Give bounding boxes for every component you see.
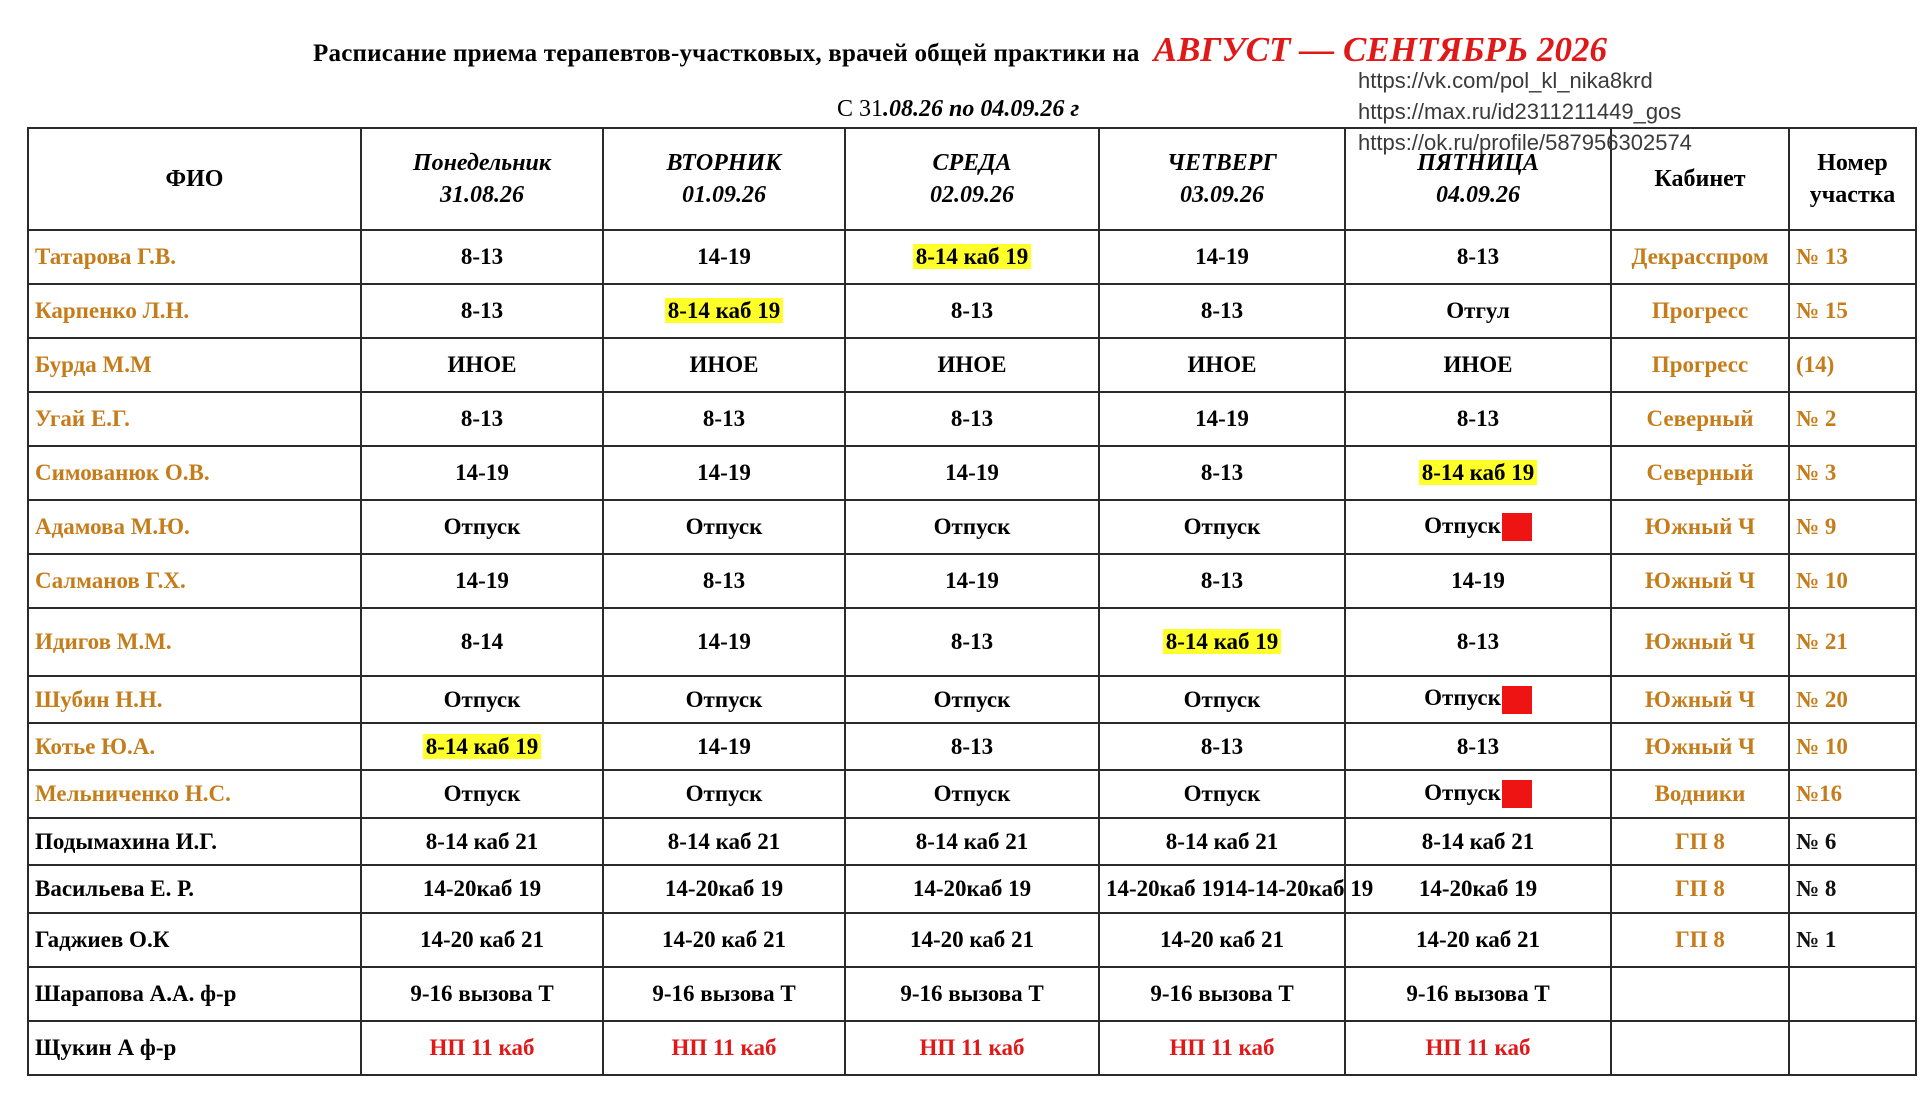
day-name: ЧЕТВЕРГ: [1167, 150, 1277, 176]
red-marker-icon: [1502, 513, 1532, 541]
table-row: [28, 967, 1916, 1021]
doctor-name: Гаджиев О.К: [28, 913, 361, 967]
schedule-value: НП 11 каб: [1169, 1035, 1275, 1060]
table-row: [28, 676, 1916, 723]
social-links: [1358, 65, 1788, 158]
schedule-cell: [603, 392, 845, 446]
day-date: 03.09.26: [1180, 182, 1264, 208]
district-cell: № 10: [1789, 723, 1916, 770]
table-row: [28, 446, 1916, 500]
district-cell: № 2: [1789, 392, 1916, 446]
schedule-value: ИНОЕ: [1187, 352, 1257, 377]
schedule-cell: [1345, 608, 1611, 676]
schedule-value: Отпуск: [933, 781, 1011, 806]
schedule-value: 9-16 вызова Т: [1150, 981, 1294, 1006]
schedule-cell: [361, 913, 603, 967]
schedule-cell: [603, 818, 845, 865]
schedule-cell: [845, 392, 1099, 446]
schedule-value: ИНОЕ: [937, 352, 1007, 377]
schedule-value: ИНОЕ: [447, 352, 517, 377]
schedule-value: Отпуск: [443, 781, 521, 806]
schedule-cell: [845, 284, 1099, 338]
district-cell: [1789, 967, 1916, 1021]
schedule-cell: [1345, 967, 1611, 1021]
schedule-value: Отпуск: [1424, 685, 1501, 711]
district-cell: № 13: [1789, 230, 1916, 284]
schedule-cell: [1099, 1021, 1345, 1075]
schedule-cell: [1345, 913, 1611, 967]
table-row: [28, 392, 1916, 446]
room-cell: [1611, 1021, 1789, 1075]
schedule-value: НП 11 каб: [671, 1035, 777, 1060]
day-name: ВТОРНИК: [666, 150, 782, 176]
schedule-value: 8-14 каб 19: [665, 298, 784, 323]
schedule-value: 8-14 каб 21: [915, 828, 1029, 854]
table-row: [28, 913, 1916, 967]
table-row: [28, 554, 1916, 608]
schedule-cell: [361, 338, 603, 392]
schedule-value: 14-20 каб 21: [661, 927, 787, 952]
schedule-value: 14-20каб 19: [912, 876, 1032, 901]
title-period: АВГУСТ — СЕНТЯБРЬ 2026: [1153, 30, 1607, 69]
schedule-cell: [603, 865, 845, 913]
schedule-value: Отпуск: [1183, 781, 1261, 806]
title-main: Расписание приема терапевтов-участковых, врачей общей практики на: [313, 40, 1140, 67]
room-cell: Южный Ч: [1611, 676, 1789, 723]
day-name: СРЕДА: [932, 150, 1012, 176]
schedule-cell: [1099, 500, 1345, 554]
schedule-value: 14-20каб 1914-14-20каб 19: [1106, 876, 1374, 901]
red-marker-icon: [1502, 686, 1532, 714]
district-cell: №16: [1789, 770, 1916, 818]
schedule-value: НП 11 каб: [919, 1035, 1025, 1060]
header-name: ФИО: [28, 128, 361, 230]
schedule-cell: [1099, 392, 1345, 446]
schedule-cell: [845, 723, 1099, 770]
schedule-cell: [1099, 770, 1345, 818]
schedule-value: 14-20 каб 21: [419, 927, 545, 952]
schedule-cell: [361, 770, 603, 818]
schedule-value: Отпуск: [685, 514, 763, 539]
schedule-value: 9-16 вызова Т: [900, 981, 1044, 1006]
room-cell: Водники: [1611, 770, 1789, 818]
schedule-value: 14-20 каб 21: [1415, 927, 1541, 952]
doctor-name: Татарова Г.В.: [28, 230, 361, 284]
doctor-name: Карпенко Л.Н.: [28, 284, 361, 338]
schedule-value: Отпуск: [443, 514, 521, 539]
schedule-cell: [361, 230, 603, 284]
schedule-cell: [1345, 392, 1611, 446]
schedule-value: Отпуск: [685, 686, 763, 712]
schedule-value: 8-13: [460, 298, 504, 323]
schedule-cell: [845, 865, 1099, 913]
schedule-value: 14-20каб 19: [1418, 876, 1538, 901]
header-day-3: [845, 128, 1099, 230]
date-range-prefix: С 31: [837, 96, 884, 122]
schedule-cell: [1345, 818, 1611, 865]
schedule-cell: [361, 500, 603, 554]
schedule-value: 14-19: [697, 244, 751, 269]
schedule-value: НП 11 каб: [429, 1035, 535, 1060]
schedule-cell: [603, 338, 845, 392]
schedule-value: Отпуск: [933, 514, 1011, 539]
header-uch-line1: Номер: [1817, 150, 1888, 176]
header-uch-line2: участка: [1809, 182, 1896, 208]
schedule-cell: [361, 967, 603, 1021]
schedule-cell: [1099, 446, 1345, 500]
schedule-value: 14-20 каб 21: [909, 927, 1035, 952]
room-cell: Декрасспром: [1611, 230, 1789, 284]
schedule-cell: [845, 446, 1099, 500]
header-room: Кабинет: [1611, 128, 1789, 230]
schedule-value: 8-13: [1200, 298, 1244, 323]
schedule-value: 8-13: [950, 406, 994, 431]
schedule-cell: [361, 392, 603, 446]
schedule-value: 8-13: [950, 629, 994, 654]
schedule-value: 8-14 каб 21: [667, 828, 781, 854]
room-cell: Южный Ч: [1611, 723, 1789, 770]
schedule-cell: [603, 967, 845, 1021]
schedule-cell: [1345, 230, 1611, 284]
day-date: 01.09.26: [682, 182, 766, 208]
schedule-value: Отпуск: [1183, 686, 1261, 712]
schedule-cell: [1345, 1021, 1611, 1075]
schedule-value: 8-13: [1456, 629, 1500, 654]
room-cell: Южный Ч: [1611, 500, 1789, 554]
schedule-value: 9-16 вызова Т: [410, 981, 554, 1006]
schedule-cell: [361, 865, 603, 913]
table-row: [28, 1021, 1916, 1075]
schedule-body: [28, 230, 1916, 1075]
schedule-value: 14-19: [1195, 406, 1249, 431]
schedule-value: Отгул: [1446, 298, 1510, 323]
schedule-value: 8-13: [460, 406, 504, 431]
schedule-value: 14-19: [945, 460, 999, 485]
schedule-value: 14-19: [697, 733, 751, 759]
schedule-value: 14-19: [697, 460, 751, 485]
schedule-cell: [1345, 770, 1611, 818]
doctor-name: Шарапова А.А. ф-р: [28, 967, 361, 1021]
schedule-cell: [845, 913, 1099, 967]
schedule-value: 8-14 каб 21: [1421, 828, 1535, 854]
schedule-cell: [1099, 608, 1345, 676]
district-cell: № 15: [1789, 284, 1916, 338]
schedule-value: Отпуск: [1183, 514, 1261, 539]
schedule-value: 8-13: [1200, 733, 1244, 759]
schedule-cell: [1099, 284, 1345, 338]
schedule-value: 8-13: [1456, 244, 1500, 269]
page-title: [0, 30, 1920, 70]
doctor-name: Бурда М.М: [28, 338, 361, 392]
room-cell: Южный Ч: [1611, 608, 1789, 676]
schedule-value: 8-14 каб 21: [425, 828, 539, 854]
schedule-cell: [1099, 967, 1345, 1021]
schedule-cell: [361, 723, 603, 770]
schedule-value: 8-14 каб 19: [1419, 460, 1538, 485]
schedule-cell: [1099, 338, 1345, 392]
schedule-value: 14-20каб 19: [664, 876, 784, 901]
day-date: 31.08.26: [440, 182, 524, 208]
day-name: Понедельник: [412, 150, 552, 176]
schedule-value: Отпуск: [933, 686, 1011, 712]
schedule-value: Отпуск: [1424, 779, 1501, 805]
schedule-cell: [361, 446, 603, 500]
schedule-value: 14-20 каб 21: [1159, 927, 1285, 952]
table-row: [28, 818, 1916, 865]
link-vk[interactable]: https://vk.com/pol_kl_nika8krd: [1358, 68, 1653, 93]
schedule-value: 8-13: [702, 568, 746, 593]
schedule-value: 14-19: [455, 568, 509, 593]
schedule-value: Отпуск: [685, 781, 763, 806]
room-cell: Северный: [1611, 446, 1789, 500]
schedule-value: 14-19: [455, 460, 509, 485]
schedule-cell: [845, 500, 1099, 554]
schedule-cell: [603, 230, 845, 284]
schedule-cell: [1099, 676, 1345, 723]
doctor-name: Адамова М.Ю.: [28, 500, 361, 554]
header-day-2: [603, 128, 845, 230]
schedule-cell: [1099, 230, 1345, 284]
schedule-cell: [1345, 338, 1611, 392]
district-cell: (14): [1789, 338, 1916, 392]
schedule-value: НП 11 каб: [1425, 1035, 1531, 1060]
schedule-cell: [603, 554, 845, 608]
schedule-value: Отпуск: [1424, 512, 1501, 538]
schedule-value: 8-13: [1456, 406, 1500, 431]
schedule-cell: [361, 676, 603, 723]
doctor-name: Васильева Е. Р.: [28, 865, 361, 913]
doctor-name: Угай Е.Г.: [28, 392, 361, 446]
schedule-cell: [361, 818, 603, 865]
header-day-1: [361, 128, 603, 230]
room-cell: [1611, 967, 1789, 1021]
doctor-name: Идигов М.М.: [28, 608, 361, 676]
schedule-table: [27, 127, 1917, 1076]
schedule-value: 14-19: [697, 629, 751, 654]
schedule-value: 14-19: [945, 568, 999, 593]
schedule-cell: [603, 913, 845, 967]
doctor-name: Подымахина И.Г.: [28, 818, 361, 865]
room-cell: ГП 8: [1611, 865, 1789, 913]
schedule-value: 14-19: [1451, 568, 1505, 593]
schedule-cell: [603, 284, 845, 338]
schedule-cell: [845, 770, 1099, 818]
table-row: [28, 500, 1916, 554]
schedule-cell: [361, 608, 603, 676]
schedule-value: 8-13: [950, 733, 994, 759]
doctor-name: Салманов Г.Х.: [28, 554, 361, 608]
room-cell: ГП 8: [1611, 913, 1789, 967]
schedule-value: Отпуск: [443, 686, 521, 712]
day-date: 04.09.26: [1436, 182, 1520, 208]
room-cell: Северный: [1611, 392, 1789, 446]
schedule-cell: [361, 554, 603, 608]
district-cell: № 1: [1789, 913, 1916, 967]
schedule-cell: [1345, 676, 1611, 723]
schedule-value: 8-13: [1200, 568, 1244, 593]
day-name: ПЯТНИЦА: [1417, 150, 1539, 176]
schedule-cell: [1099, 723, 1345, 770]
date-range-dates: .08.26 по 04.09.26 г: [883, 96, 1080, 122]
schedule-cell: [603, 723, 845, 770]
link-ok[interactable]: https://ok.ru/profile/587956302574: [1358, 130, 1692, 155]
schedule-cell: [1099, 913, 1345, 967]
table-row: [28, 770, 1916, 818]
schedule-value: 14-19: [1195, 244, 1249, 269]
schedule-value: 14-20каб 19: [422, 876, 542, 901]
red-marker-icon: [1502, 780, 1532, 808]
schedule-cell: [1345, 554, 1611, 608]
district-cell: № 6: [1789, 818, 1916, 865]
schedule-cell: [1345, 865, 1611, 913]
district-cell: № 3: [1789, 446, 1916, 500]
schedule-value: 8-14 каб 19: [1163, 629, 1282, 654]
table-row: [28, 723, 1916, 770]
table-row: [28, 230, 1916, 284]
schedule-cell: [845, 1021, 1099, 1075]
schedule-cell: [361, 284, 603, 338]
schedule-cell: [603, 446, 845, 500]
schedule-cell: [1345, 500, 1611, 554]
schedule-value: 8-13: [1200, 460, 1244, 485]
table-row: [28, 284, 1916, 338]
schedule-cell: [361, 1021, 603, 1075]
room-cell: Прогресс: [1611, 338, 1789, 392]
table-row: [28, 608, 1916, 676]
schedule-cell: [603, 608, 845, 676]
schedule-cell: [845, 818, 1099, 865]
schedule-value: 9-16 вызова Т: [1406, 981, 1550, 1006]
schedule-cell: [1345, 723, 1611, 770]
date-range: [837, 96, 1079, 123]
table-row: [28, 338, 1916, 392]
room-cell: Южный Ч: [1611, 554, 1789, 608]
schedule-value: 8-13: [460, 244, 504, 269]
schedule-cell: [603, 1021, 845, 1075]
schedule-cell: [845, 608, 1099, 676]
doctor-name: Мельниченко Н.С.: [28, 770, 361, 818]
schedule-cell: [845, 967, 1099, 1021]
district-cell: [1789, 1021, 1916, 1075]
schedule-value: 8-13: [1456, 733, 1500, 759]
schedule-cell: [845, 338, 1099, 392]
schedule-cell: [1099, 554, 1345, 608]
schedule-cell: [1345, 446, 1611, 500]
day-date: 02.09.26: [930, 182, 1014, 208]
schedule-cell: [845, 230, 1099, 284]
schedule-value: 8-14 каб 19: [913, 244, 1032, 269]
district-cell: № 9: [1789, 500, 1916, 554]
schedule-cell: [603, 500, 845, 554]
header-uch: [1789, 128, 1916, 230]
schedule-value: ИНОЕ: [689, 352, 759, 377]
room-cell: ГП 8: [1611, 818, 1789, 865]
schedule-cell: [1099, 865, 1374, 913]
schedule-cell: [603, 676, 845, 723]
schedule-cell: [1099, 818, 1345, 865]
district-cell: № 20: [1789, 676, 1916, 723]
schedule-cell: [845, 554, 1099, 608]
header-day-4: [1099, 128, 1345, 230]
district-cell: № 8: [1789, 865, 1916, 913]
schedule-value: 8-14: [460, 629, 504, 654]
doctor-name: Симованюк О.В.: [28, 446, 361, 500]
link-max[interactable]: https://max.ru/id2311211449_gos: [1358, 99, 1682, 124]
district-cell: № 21: [1789, 608, 1916, 676]
schedule-value: ИНОЕ: [1443, 352, 1513, 377]
schedule-cell: [1345, 284, 1611, 338]
doctor-name: Котье Ю.А.: [28, 723, 361, 770]
district-cell: № 10: [1789, 554, 1916, 608]
doctor-name: Шубин Н.Н.: [28, 676, 361, 723]
schedule-cell: [845, 676, 1099, 723]
table-row: [28, 865, 1916, 913]
schedule-value: 9-16 вызова Т: [652, 981, 796, 1006]
schedule-value: 8-13: [702, 406, 746, 431]
schedule-cell: [603, 770, 845, 818]
schedule-value: 8-14 каб 19: [423, 734, 542, 759]
doctor-name: Щукин А ф-р: [28, 1021, 361, 1075]
schedule-value: 8-13: [950, 298, 994, 323]
room-cell: Прогресс: [1611, 284, 1789, 338]
schedule-value: 8-14 каб 21: [1165, 828, 1279, 854]
